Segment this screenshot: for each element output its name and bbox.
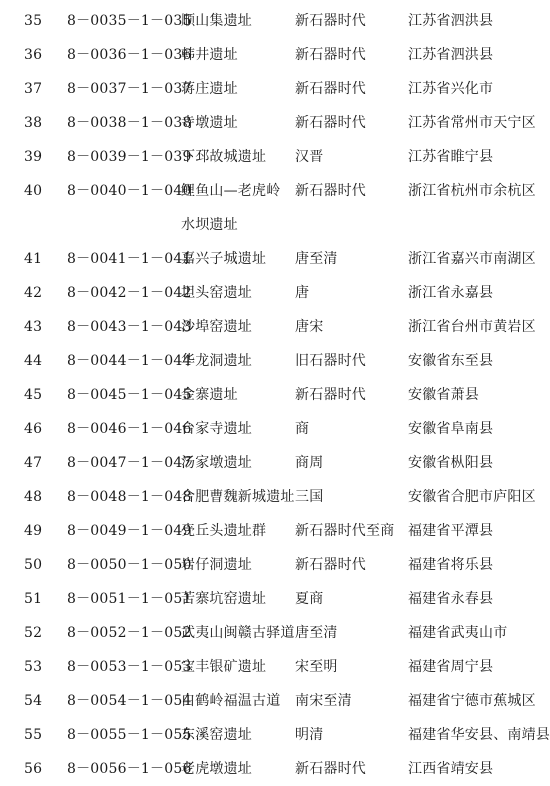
row-code: 8－0042－1－042	[67, 285, 192, 301]
table-row	[0, 72, 550, 106]
row-code: 8－0037－1－037	[67, 81, 192, 97]
site-name: 顺山集遗址	[181, 13, 252, 29]
table-row	[0, 480, 550, 514]
site-location: 安徽省东至县	[408, 353, 494, 369]
site-location: 福建省华安县、南靖县	[408, 727, 550, 743]
row-number: 40	[24, 183, 43, 199]
site-era: 新石器时代	[295, 387, 366, 403]
site-name: 金寨遗址	[181, 387, 238, 403]
site-era: 唐至清	[295, 251, 338, 267]
row-number: 43	[24, 319, 43, 335]
site-location: 浙江省杭州市余杭区	[408, 183, 536, 199]
site-location: 浙江省嘉兴市南湖区	[408, 251, 536, 267]
site-name: 汤家墩遗址	[181, 455, 252, 471]
table-row	[0, 412, 550, 446]
table-row	[0, 752, 550, 786]
row-code: 8－0055－1－055	[67, 727, 192, 743]
row-number: 50	[24, 557, 43, 573]
row-number: 38	[24, 115, 43, 131]
row-code: 8－0038－1－038	[67, 115, 192, 131]
site-location: 浙江省永嘉县	[408, 285, 494, 301]
site-name: 嘉兴子城遗址	[181, 251, 267, 267]
site-location: 江苏省泗洪县	[408, 47, 494, 63]
site-era: 明清	[295, 727, 324, 743]
site-location: 江苏省泗洪县	[408, 13, 494, 29]
row-number: 51	[24, 591, 43, 607]
site-name: 壳丘头遗址群	[181, 523, 267, 539]
table-row	[0, 310, 550, 344]
row-code: 8－0049－1－049	[67, 523, 192, 539]
row-code: 8－0053－1－053	[67, 659, 192, 675]
site-era: 新石器时代	[295, 557, 366, 573]
row-number: 41	[24, 251, 43, 267]
row-number: 49	[24, 523, 43, 539]
row-number: 45	[24, 387, 43, 403]
site-location: 福建省武夷山市	[408, 625, 508, 641]
row-number: 56	[24, 761, 43, 777]
site-location: 福建省周宁县	[408, 659, 494, 675]
site-name: 苦寨坑窑遗址	[181, 591, 267, 607]
row-number: 48	[24, 489, 43, 505]
row-code: 8－0047－1－047	[67, 455, 192, 471]
row-number: 54	[24, 693, 43, 709]
site-era: 新石器时代	[295, 761, 366, 777]
site-location: 福建省平潭县	[408, 523, 494, 539]
site-name: 蒋庄遗址	[181, 81, 238, 97]
table-row	[0, 242, 550, 276]
row-number: 39	[24, 149, 43, 165]
site-era: 新石器时代至商	[295, 523, 395, 539]
site-era: 新石器时代	[295, 183, 366, 199]
row-code: 8－0051－1－051	[67, 591, 192, 607]
row-number: 46	[24, 421, 43, 437]
table-row	[0, 344, 550, 378]
table-row	[0, 582, 550, 616]
site-era: 唐	[295, 285, 310, 301]
row-code: 8－0052－1－052	[67, 625, 192, 641]
table-row	[0, 276, 550, 310]
site-era: 新石器时代	[295, 81, 366, 97]
row-number: 42	[24, 285, 43, 301]
table-row	[0, 378, 550, 412]
table-row	[0, 446, 550, 480]
row-code: 8－0056－1－056	[67, 761, 192, 777]
site-location: 江苏省常州市天宁区	[408, 115, 536, 131]
site-name: 宝丰银矿遗址	[181, 659, 267, 675]
row-code: 8－0035－1－035	[67, 13, 192, 29]
site-era: 三国	[295, 489, 324, 505]
site-name: 下邳故城遗址	[181, 149, 267, 165]
site-location: 安徽省阜南县	[408, 421, 494, 437]
site-era: 商周	[295, 455, 324, 471]
site-location: 江苏省兴化市	[408, 81, 494, 97]
site-location: 安徽省合肥市庐阳区	[408, 489, 536, 505]
row-number: 35	[24, 13, 43, 29]
site-name: 沙埠窑遗址	[181, 319, 252, 335]
site-location: 安徽省枞阳县	[408, 455, 494, 471]
site-name: 台家寺遗址	[181, 421, 252, 437]
site-era: 夏商	[295, 591, 324, 607]
row-code: 8－0044－1－044	[67, 353, 192, 369]
row-code: 8－0046－1－046	[67, 421, 192, 437]
row-code: 8－0045－1－045	[67, 387, 192, 403]
site-era: 唐至清	[295, 625, 338, 641]
row-number: 37	[24, 81, 43, 97]
table-row	[0, 684, 550, 718]
site-era: 唐宋	[295, 319, 324, 335]
site-era: 南宋至清	[295, 693, 352, 709]
row-code: 8－0043－1－043	[67, 319, 192, 335]
table-row	[0, 616, 550, 650]
table-row	[0, 4, 550, 38]
table-row	[0, 548, 550, 582]
site-era: 新石器时代	[295, 13, 366, 29]
site-location: 浙江省台州市黄岩区	[408, 319, 536, 335]
site-location: 福建省永春县	[408, 591, 494, 607]
row-code: 8－0054－1－054	[67, 693, 192, 709]
row-code: 8－0048－1－048	[67, 489, 192, 505]
row-code: 8－0050－1－050	[67, 557, 192, 573]
site-era: 商	[295, 421, 310, 437]
site-name: 合肥曹魏新城遗址	[181, 489, 295, 505]
site-name: 坦头窑遗址	[181, 285, 252, 301]
site-name: 老虎墩遗址	[181, 761, 252, 777]
site-location: 江西省靖安县	[408, 761, 494, 777]
table-row	[0, 140, 550, 174]
row-number: 52	[24, 625, 43, 641]
site-era: 新石器时代	[295, 115, 366, 131]
row-code: 8－0039－1－039	[67, 149, 192, 165]
site-era: 宋至明	[295, 659, 338, 675]
site-era: 旧石器时代	[295, 353, 366, 369]
site-location: 福建省将乐县	[408, 557, 494, 573]
table-row	[0, 514, 550, 548]
row-number: 47	[24, 455, 43, 471]
site-name: 武夷山闽赣古驿道	[181, 625, 295, 641]
table-row	[0, 650, 550, 684]
row-number: 55	[24, 727, 43, 743]
table-row	[0, 174, 550, 242]
row-number: 53	[24, 659, 43, 675]
row-number: 44	[24, 353, 43, 369]
row-code: 8－0041－1－041	[67, 251, 192, 267]
site-location: 江苏省睢宁县	[408, 149, 494, 165]
site-name: 东溪窑遗址	[181, 727, 252, 743]
site-era: 新石器时代	[295, 47, 366, 63]
site-name: 鲤鱼山—老虎岭水坝遗址	[181, 183, 281, 233]
site-name: 韩井遗址	[181, 47, 238, 63]
table-row	[0, 106, 550, 140]
site-name: 白鹤岭福温古道	[181, 693, 281, 709]
site-era: 汉晋	[295, 149, 324, 165]
row-number: 36	[24, 47, 43, 63]
table-row	[0, 718, 550, 752]
table-row	[0, 38, 550, 72]
site-name: 华龙洞遗址	[181, 353, 252, 369]
row-code: 8－0040－1－040	[67, 183, 192, 199]
site-name: 寺墩遗址	[181, 115, 238, 131]
site-location: 安徽省萧县	[408, 387, 479, 403]
site-name: 岩仔洞遗址	[181, 557, 252, 573]
site-location: 福建省宁德市蕉城区	[408, 693, 536, 709]
row-code: 8－0036－1－036	[67, 47, 192, 63]
